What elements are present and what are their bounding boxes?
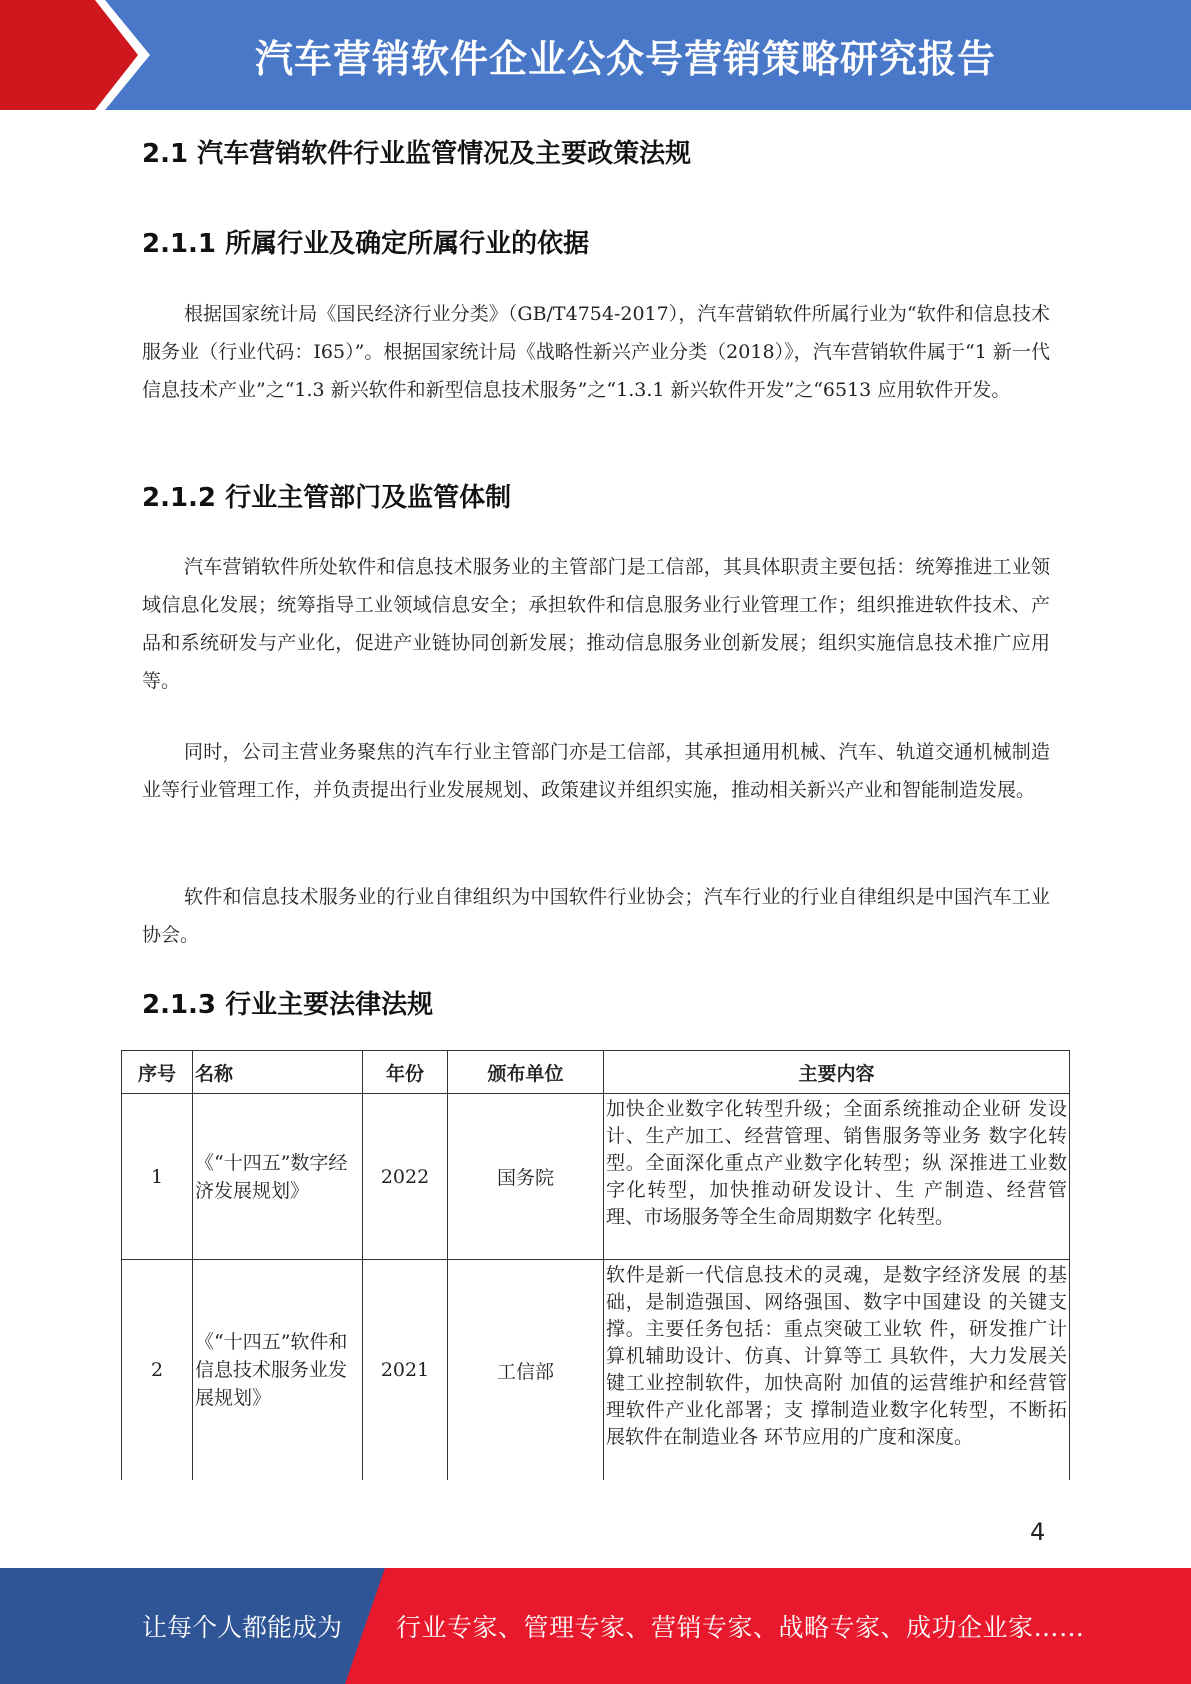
cell-no: 2 — [122, 1260, 193, 1481]
cell-content: 软件是新一代信息技术的灵魂，是数字经济发展 的基础，是制造强国、网络强国、数字中国建设 的关键支撑。主要任务包括：重点突破工业软 件，研发推广计算机辅助设计、仿真、计算等工 具软件，大力发展关键工业控制软件，加快高附 加值的运营维护和经营管理软件产业化部署；支 撑制造业数字化转型，不断拓展软件在制造业各 环节应用的广度和深度。 — [604, 1260, 1070, 1481]
paragraph-self-regulation: 软件和信息技术服务业的行业自律组织为中国软件行业协会；汽车行业的行业自律组织是中国汽车工业协会。 — [142, 886, 1050, 946]
paragraph-regulator: 汽车营销软件所处软件和信息技术服务业的主管部门是工信部，其具体职责主要包括：统筹推进工业领域信息化发展；统筹指导工业领域信息安全；承担软件和信息服务业行业管理工作；组织推进软件技术、产品和系统研发与产业化，促进产业链协同创新发展；推动信息服务业创新发展；组织实施信息技术推广应用等。 — [142, 556, 1050, 692]
col-header-year: 年份 — [363, 1051, 448, 1094]
cell-content: 加快企业数字化转型升级；全面系统推动企业研 发设计、生产加工、经营管理、销售服务等业务 数字化转型。全面深化重点产业数字化转型；纵 深推进工业数字化转型，加快推动研发设计、生 产制造、经营管理、市场服务等全生命周期数字 化转型。 — [604, 1094, 1070, 1260]
cell-year: 2021 — [363, 1260, 448, 1481]
cell-year: 2022 — [363, 1094, 448, 1260]
cell-issuer: 工信部 — [448, 1260, 604, 1481]
col-header-no: 序号 — [122, 1051, 193, 1094]
report-title: 汽车营销软件企业公众号营销策略研究报告 — [254, 36, 996, 81]
table-header-row — [122, 1051, 1070, 1094]
cell-no: 1 — [122, 1094, 193, 1260]
paragraph-auto-regulator: 同时，公司主营业务聚焦的汽车行业主管部门亦是工信部，其承担通用机械、汽车、轨道交通机械制造业等行业管理工作，并负责提出行业发展规划、政策建议并组织实施，推动相关新兴产业和智能制造发展。 — [142, 741, 1050, 801]
footer-slogan-left: 让每个人都能成为 — [142, 1613, 343, 1642]
section-heading-2-1-1: 2.1.1 所属行业及确定所属行业的依据 — [142, 229, 590, 259]
cell-name: 《“十四五”软件和信息技术服务业发展规划》 — [193, 1260, 363, 1481]
col-header-name: 名称 — [193, 1051, 363, 1094]
header-arrow-decoration — [0, 0, 200, 110]
section-heading-2-1: 2.1 汽车营销软件行业监管情况及主要政策法规 — [142, 139, 692, 169]
page-footer — [0, 1568, 1191, 1684]
section-heading-2-1-3: 2.1.3 行业主要法律法规 — [142, 990, 434, 1020]
col-header-content: 主要内容 — [604, 1051, 1070, 1094]
cell-name: 《“十四五”数字经济发展规划》 — [193, 1094, 363, 1260]
cell-issuer: 国务院 — [448, 1094, 604, 1260]
page-header — [0, 0, 1191, 110]
table-row — [122, 1094, 1070, 1260]
table-row — [122, 1260, 1070, 1481]
col-header-issuer: 颁布单位 — [448, 1051, 604, 1094]
laws-table — [121, 1050, 1070, 1480]
page-number: 4 — [1030, 1518, 1046, 1546]
footer-slogan-right: 行业专家、管理专家、营销专家、战略专家、成功企业家…… — [396, 1613, 1085, 1642]
section-heading-2-1-2: 2.1.2 行业主管部门及监管体制 — [142, 483, 512, 513]
paragraph-industry-basis: 根据国家统计局《国民经济行业分类》（GB/T4754-2017），汽车营销软件所属行业为“软件和信息技术服务业（行业代码：I65）”。根据国家统计局《战略性新兴产业分类（2018）》，汽车营销软件属于“1 新一代信息技术产业”之“1.3 新兴软件和新型信息技术服务”之“1.3.1 新兴软件开发”之“6513 应用软件开发。 — [142, 303, 1050, 401]
